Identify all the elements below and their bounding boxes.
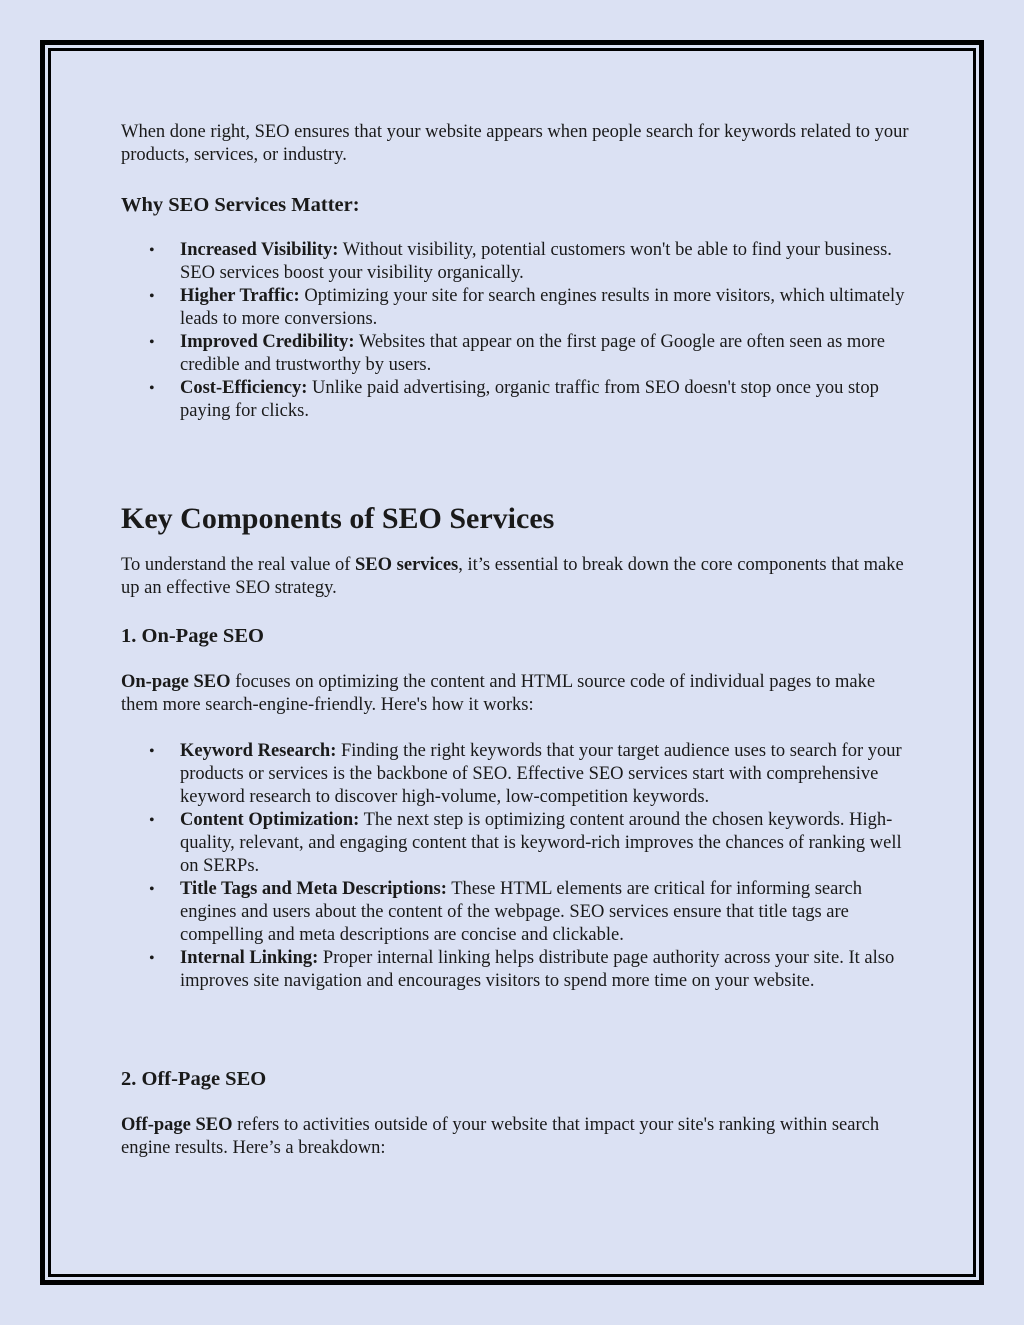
item-text: Without visibility, potential customers won't be able to find your business. SEO services boost your visibility organically. (180, 240, 892, 283)
item-text: These HTML elements are critical for informing search engines and users about the content of the webpage. SEO services ensure that title tags are compelling and meta descriptions are concise and clickable. (180, 879, 862, 945)
list-item (149, 878, 911, 947)
item-text: Websites that appear on the first page of Google are often seen as more credible and trustworthy by users. (180, 332, 885, 375)
key-components-paragraph: To understand the real value of SEO services, it’s essential to break down the core components that make up an effective SEO strategy. (121, 555, 904, 598)
list-item (149, 809, 911, 878)
on-page-paragraph: On-page SEO focuses on optimizing the content and HTML source code of individual pages to make them more search-engine-friendly. Here's how it works: (121, 672, 876, 715)
bullet-icon: • (149, 743, 155, 760)
item-text: Optimizing your site for search engines results in more visitors, which ultimately leads to more conversions. (180, 286, 905, 329)
item-term: Cost-Efficiency: (180, 378, 308, 398)
document-content (121, 121, 911, 1160)
bullet-icon: • (149, 812, 155, 829)
bullet-icon: • (149, 380, 155, 397)
item-text: The next step is optimizing content around the chosen keywords. High-quality, relevant, and engaging content that is keyword-rich improves the chances of ranking well on SERPs. (180, 810, 902, 876)
item-text: Finding the right keywords that your target audience uses to search for your products or services is the backbone of SEO. Effective SEO services start with comprehensive keyword research to discover high-volume, low-competition keywords. (180, 741, 902, 807)
bullet-icon: • (149, 288, 155, 305)
list-item (149, 285, 911, 331)
why-seo-heading: Why SEO Services Matter: (121, 194, 360, 216)
item-term: Content Optimization: (180, 810, 360, 830)
item-text: Proper internal linking helps distribute page authority across your site. It also improves site navigation and encourages visitors to spend more time on your website. (180, 948, 895, 991)
list-item (149, 239, 911, 285)
bullet-icon: • (149, 334, 155, 351)
list-item (149, 377, 911, 423)
bullet-icon: • (149, 950, 155, 967)
item-term: Improved Credibility: (180, 332, 355, 352)
item-term: Increased Visibility: (180, 240, 339, 260)
item-term: Higher Traffic: (180, 286, 300, 306)
seo-services-bold: SEO services (354, 555, 459, 575)
off-page-paragraph: Off-page SEO refers to activities outside of your website that impact your site's ranking within search engine results. Here’s a breakdown: (121, 1115, 880, 1158)
on-page-list (121, 740, 911, 993)
item-term: Internal Linking: (180, 948, 319, 968)
list-item (149, 331, 911, 377)
list-item (149, 740, 911, 809)
item-term: Title Tags and Meta Descriptions: (180, 879, 447, 899)
list-item (149, 947, 911, 993)
off-page-seo-heading: 2. Off-Page SEO (121, 1068, 267, 1090)
item-text: Unlike paid advertising, organic traffic from SEO doesn't stop once you stop paying for clicks. (180, 378, 879, 421)
bullet-icon: • (149, 881, 155, 898)
on-page-seo-bold: On-page SEO (121, 672, 231, 692)
on-page-seo-heading: 1. On-Page SEO (121, 625, 264, 647)
item-term: Keyword Research: (180, 741, 337, 761)
off-page-seo-bold: Off-page SEO (121, 1115, 233, 1135)
why-seo-list (121, 239, 911, 423)
bullet-icon: • (149, 242, 155, 259)
key-components-heading: Key Components of SEO Services (121, 502, 555, 535)
intro-paragraph: When done right, SEO ensures that your website appears when people search for keywords related to your products, services, or industry. (121, 122, 909, 165)
